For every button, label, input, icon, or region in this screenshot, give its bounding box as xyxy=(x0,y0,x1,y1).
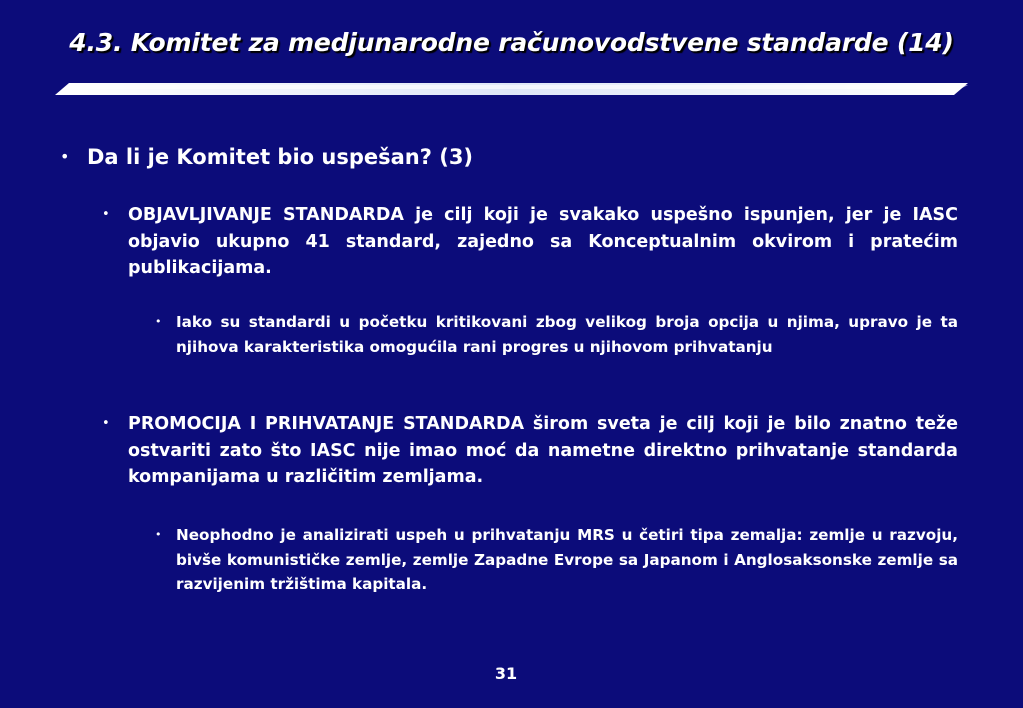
subpoint-text: Neophodno je analizirati uspeh u prihvatanju MRS u četiri tipa zemalja: zemlje u razvoju, bivše komunističke zemlje, zemlje Zapadne Evrope sa Japanom i Anglosaksonske zemlje sa razvijenim tržištima kapitala. xyxy=(176,526,958,593)
page-number: 31 xyxy=(494,664,518,683)
subpoint-publishing xyxy=(155,310,958,359)
bullet-marker: • xyxy=(102,207,110,222)
title-divider xyxy=(55,83,968,95)
heading-text: Da li je Komitet bio uspešan? (3) xyxy=(87,145,474,169)
point-publishing xyxy=(102,202,958,282)
point-text: OBJAVLJIVANJE STANDARDA je cilj koji je svakako uspešno ispunjen, jer je IASC objavio ukupno 41 standard, zajedno sa Konceptualnim okvirom i pratećim publikacijama. xyxy=(128,205,958,278)
bullet-marker: • xyxy=(155,315,162,328)
subpoint-promotion xyxy=(155,523,958,597)
bullet-marker: • xyxy=(60,147,70,166)
subpoint-text: Iako su standardi u početku kritikovani zbog velikog broja opcija u njima, upravo je ta njihova karakteristika omogućila rani progres u njihovom prihvatanju xyxy=(176,313,958,356)
point-promotion xyxy=(102,411,958,491)
bullet-marker: • xyxy=(155,528,162,541)
point-text: PROMOCIJA I PRIHVATANJE STANDARDA širom sveta je cilj koji je bilo znatno teže ostvariti zato što IASC nije imao moć da nametne direktno prihvatanje standarda kompanijama u različitim zemljama. xyxy=(128,414,958,487)
slide-title: 4.3. Komitet za medjunarodne računovodstvene standarde (14) xyxy=(69,28,954,57)
heading-bullet xyxy=(60,143,473,171)
bullet-marker: • xyxy=(102,416,110,431)
